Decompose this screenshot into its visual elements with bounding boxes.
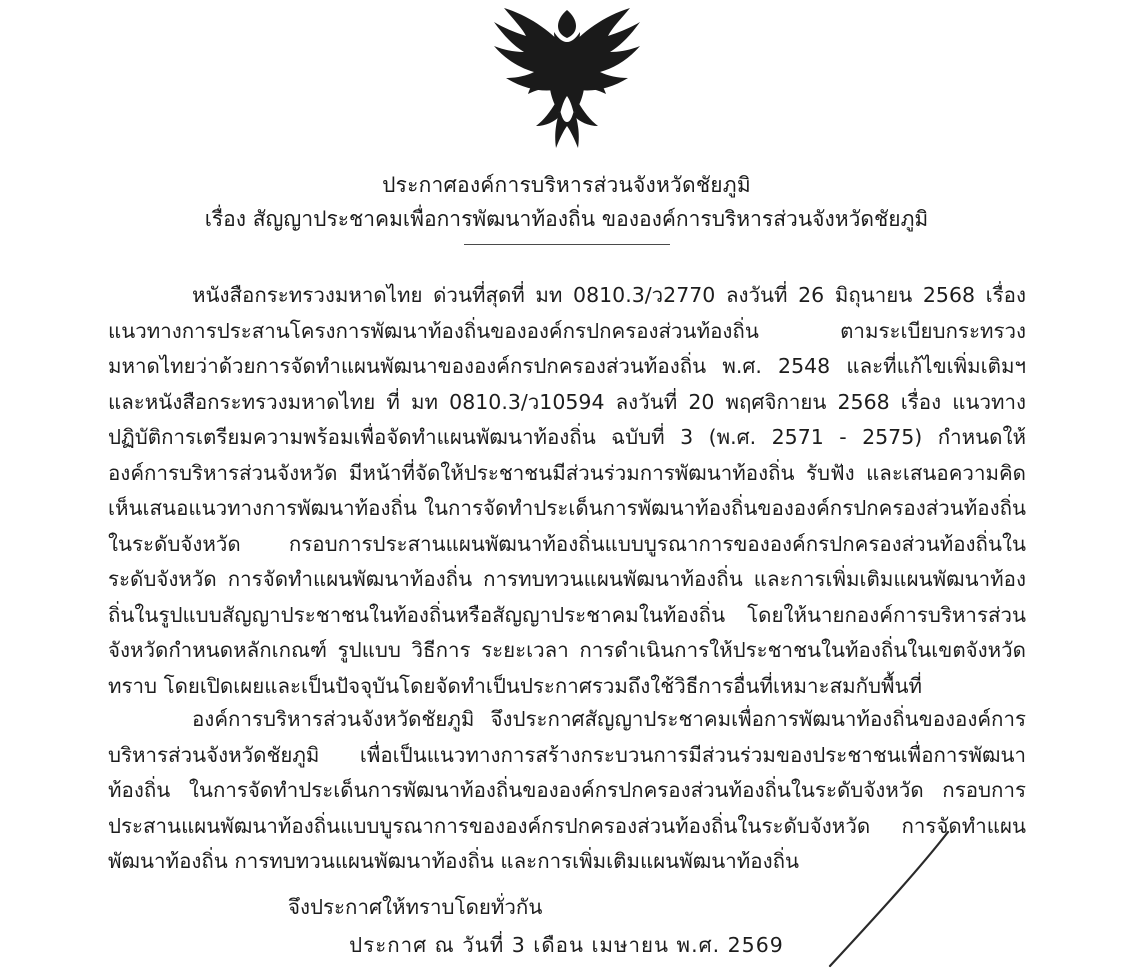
closing-line: จึงประกาศให้ทราบโดยทั่วกัน xyxy=(288,895,543,919)
garuda-emblem xyxy=(482,2,652,150)
title-divider xyxy=(464,244,670,245)
paragraph-two-text: องค์การบริหารส่วนจังหวัดชัยภูมิ จึงประกาศสัญญาประชาคมเพื่อการพัฒนาท้องถิ่นขององค์การบริหารส่วนจังหวัดชัยภูมิ เพื่อเป็นแนวทางการสร้างกระบวนการมีส่วนร่วมของประชาชนเพื่อการพัฒนาท้องถิ่น ในการจัดทำประเด็นการพัฒนาท้องถิ่นขององค์กรปกครองส่วนท้องถิ่นในระดับจังหวัด กรอบการประสานแผนพัฒนาท้องถิ่นแบบบูรณาการขององค์กรปกครองส่วนท้องถิ่นในระดับจังหวัด การจัดทำแผนพัฒนาท้องถิ่น การทบทวนแผนพัฒนาท้องถิ่น และการเพิ่มเติมแผนพัฒนาท้องถิ่น xyxy=(108,707,1026,873)
page-subtitle: เรื่อง สัญญาประชาคมเพื่อการพัฒนาท้องถิ่น ของ​องค์การบริหารส่วนจังหวัดชัยภูมิ xyxy=(204,207,929,231)
paragraph-two xyxy=(108,702,1026,880)
paragraph-one xyxy=(108,278,1026,704)
date-line: ประกาศ ณ วันที่ 3 เดือน เมษายน พ.ศ. 2569 xyxy=(349,933,784,957)
page-title: ประกาศองค์การบริหารส่วนจังหวัดชัยภูมิ xyxy=(382,173,751,197)
paragraph-one-text: หนังสือกระทรวงมหาดไทย ด่วนที่สุดที่ มท 0810.3/ว2770 ลงวันที่ 26 มิถุนายน 2568 เรื่อง แนวทางการประสานโครงการพัฒนาท้องถิ่นขององค์กรปกครองส่วนท้องถิ่น ตามระเบียบกระทรวงมหาดไทยว่าด้วยการจัดทำแผนพัฒนาขององค์กรปกครองส่วนท้องถิ่น พ.ศ. 2548 และที่แก้ไขเพิ่มเติมฯ และหนังสือกระทรวงมหาดไทย ที่ มท 0810.3/ว10594 ลงวันที่ 20 พฤศจิกายน 2568 เรื่อง แนวทางปฏิบัติการเตรียมความพร้อมเพื่อจัดทำแผนพัฒนาท้องถิ่น ฉบับที่ 3 (พ.ศ. 2571 - 2575) กำหนดให้องค์การบริหารส่วนจังหวัด มีหน้าที่จัดให้ประชาชนมีส่วนร่วมการพัฒนาท้องถิ่น รับฟัง และเสนอความคิดเห็นเสนอแนวทางการพัฒนาท้องถิ่น ในการจัดทำประเด็นการพัฒนาท้องถิ่นขององค์กรปกครองส่วนท้องถิ่นในระดับจังหวัด กรอบการประสานแผนพัฒนาท้องถิ่นแบบบูรณาการขององค์กรปกครองส่วนท้องถิ่นในระดับจังหวัด การจัดทำแผนพัฒนาท้องถิ่น การทบทวนแผนพัฒนาท้องถิ่น และการเพิ่มเติมแผนพัฒนาท้องถิ่นในรูปแบบสัญญาประชาชนในท้องถิ่นหรือสัญญาประชาคมในท้องถิ่น โดยให้นายกองค์การบริหารส่วนจังหวัดกำหนดหลักเกณฑ์ รูปแบบ วิธีการ ระยะเวลา การดำเนินการให้ประชาชนในท้องถิ่นในเขตจังหวัดทราบ โดยเปิดเผยและเป็นปัจจุบันโดยจัดทำเป็นประกาศรวมถึงใช้วิธีการอื่นที่เหมาะสมกับพื้นที่ xyxy=(108,283,1026,698)
